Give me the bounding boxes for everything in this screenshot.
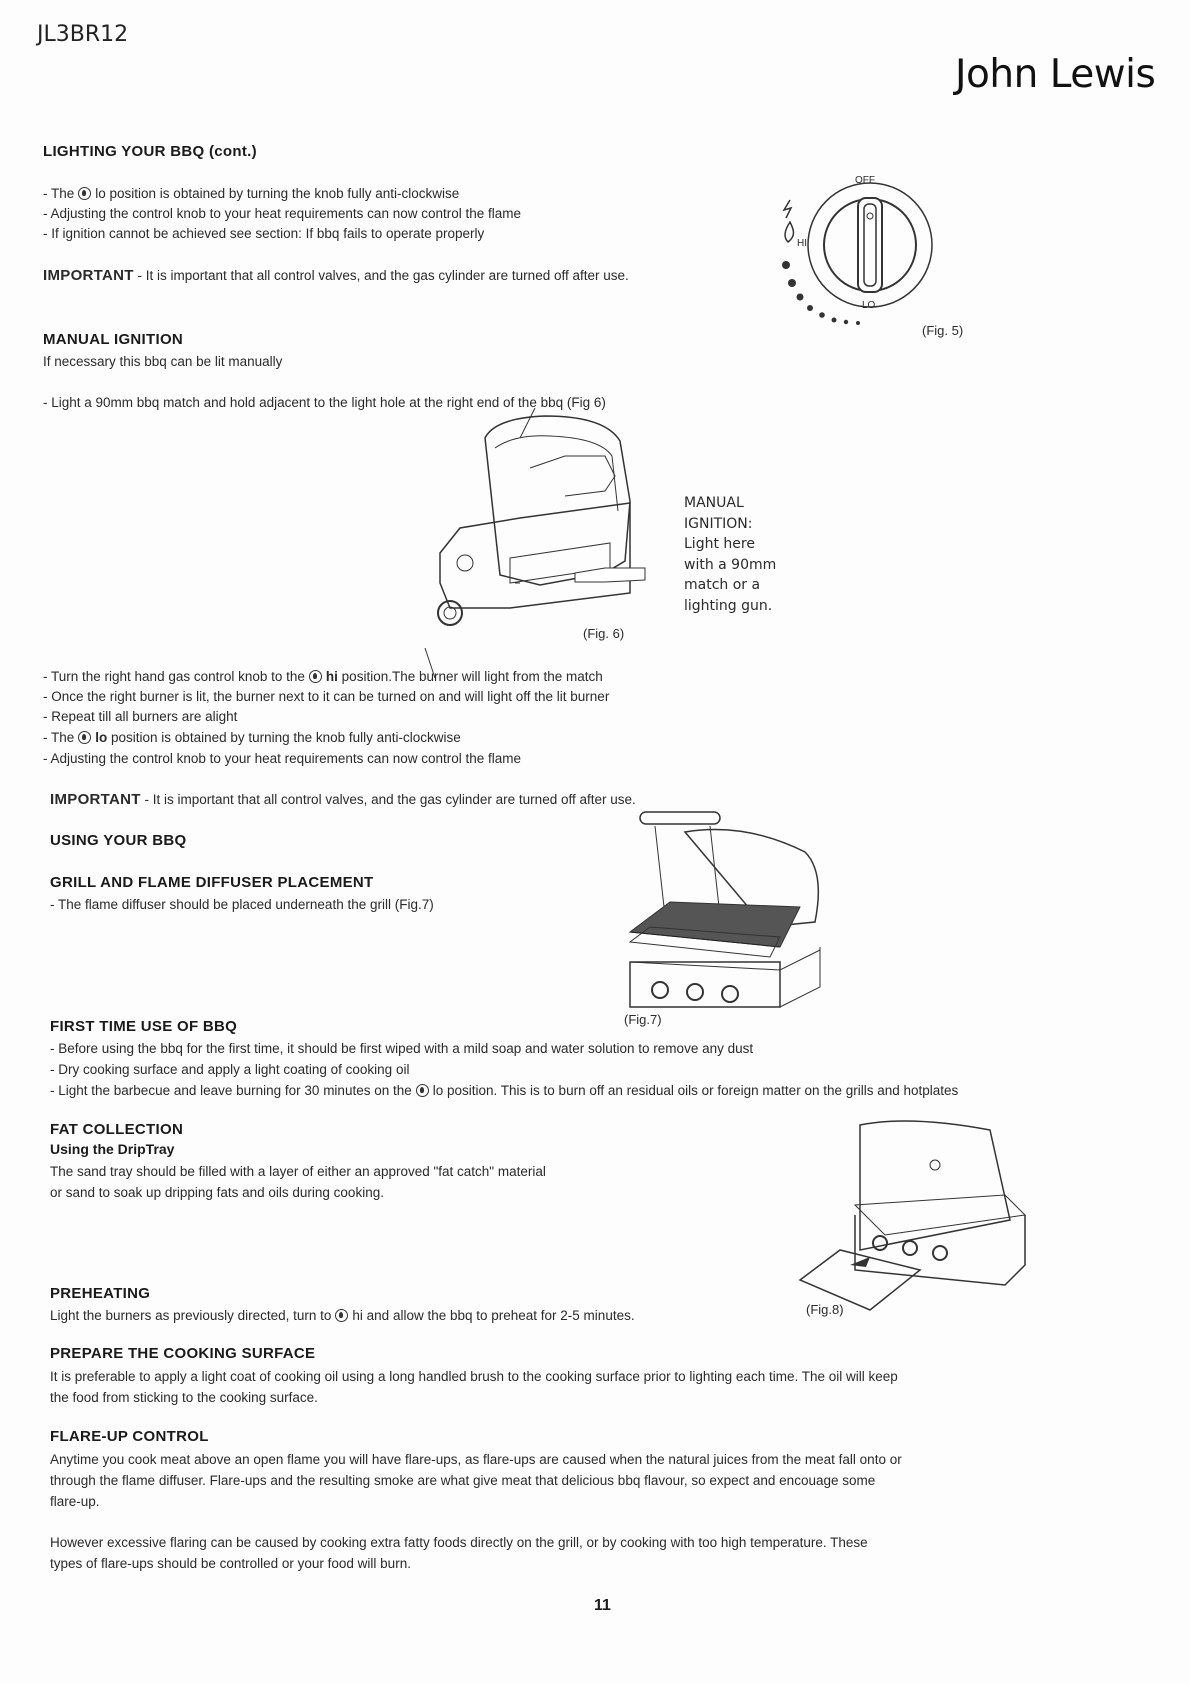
flare-line-4: However excessive flaring can be caused by cooking extra fatty foods directly on the grill, or by cooking with too high temperature. These [50, 1535, 868, 1550]
open-bbq-illustration [625, 812, 845, 1022]
preheating-text: Light the burners as previously directed, turn to hi and allow the bbq to preheat for 2-5 minutes. [50, 1308, 635, 1323]
flame-icon [78, 187, 91, 200]
first-use-line-2: - Dry cooking surface and apply a light coating of cooking oil [50, 1062, 410, 1077]
fig7-caption: (Fig.7) [624, 1012, 662, 1027]
flame-icon [335, 1309, 348, 1322]
grill-text: - The flame diffuser should be placed underneath the grill (Fig.7) [50, 897, 434, 912]
fat-line-2: or sand to soak up dripping fats and oils during cooking. [50, 1185, 384, 1200]
manual-step-1: - Turn the right hand gas control knob to the hi position.The burner will light from the match [43, 669, 603, 684]
control-knob-illustration [770, 170, 970, 340]
fig8-caption: (Fig.8) [806, 1302, 844, 1317]
brand-logo: John Lewis [955, 52, 1156, 97]
flame-icon [416, 1084, 429, 1097]
flare-line-5: types of flare-ups should be controlled or your food will burn. [50, 1556, 411, 1571]
section-title-grill: GRILL AND FLAME DIFFUSER PLACEMENT [50, 874, 374, 891]
manual-ignition-step: - Light a 90mm bbq match and hold adjacent to the light hole at the right end of the bbq (Fig 6) [43, 395, 606, 410]
knob-label-lo: LO [862, 300, 876, 311]
section-title-prepare: PREPARE THE COOKING SURFACE [50, 1345, 316, 1362]
fat-line-1: The sand tray should be filled with a layer of either an approved "fat catch" material [50, 1164, 546, 1179]
prepare-line-1: It is preferable to apply a light coat of cooking oil using a long handled brush to the cooking surface prior to lighting each time. The oil will keep [50, 1369, 898, 1384]
first-use-line-1: - Before using the bbq for the first time, it should be first wiped with a mild soap and water solution to remove any dust [50, 1041, 754, 1056]
manual-step-4: - The lo position is obtained by turning the knob fully anti-clockwise [43, 730, 461, 745]
flare-line-1: Anytime you cook meat above an open flame you will have flare-ups, as flare-ups are caused when the natural juices from the meat fall onto or [50, 1452, 902, 1467]
flare-line-2: through the flame diffuser. Flare-ups and the resulting smoke are what give meat that delicious bbq flavour, so expect and encouage some [50, 1473, 876, 1488]
drip-tray-illustration [795, 1105, 1045, 1315]
flare-line-3: flare-up. [50, 1494, 100, 1509]
manual-step-3: - Repeat till all burners are alight [43, 709, 238, 724]
knob-label-off: OFF [855, 175, 875, 186]
lighting-line-1: - The lo position is obtained by turning the knob fully anti-clockwise [43, 186, 460, 201]
manual-ignition-callout: MANUAL IGNITION: Light here with a 90mm match or a lighting gun. [684, 495, 777, 614]
fig5-caption: (Fig. 5) [922, 323, 964, 338]
fig6-caption: (Fig. 6) [583, 626, 625, 641]
manual-step-5: - Adjusting the control knob to your heat requirements can now control the flame [43, 751, 522, 766]
model-number: JL3BR12 [37, 22, 129, 47]
section-title-preheating: PREHEATING [50, 1285, 151, 1302]
section-title-lighting: LIGHTING YOUR BBQ (cont.) [43, 143, 257, 160]
lighting-line-3: - If ignition cannot be achieved see section: If bbq fails to operate properly [43, 226, 485, 241]
section-title-first-use: FIRST TIME USE OF BBQ [50, 1018, 238, 1035]
section-title-using: USING YOUR BBQ [50, 832, 187, 849]
section-title-flare: FLARE-UP CONTROL [50, 1428, 209, 1445]
flame-icon [78, 731, 91, 744]
first-use-line-3: - Light the barbecue and leave burning for 30 minutes on the lo position. This is to burn off an residual oils or foreign matter on the grills and hotplates [50, 1083, 959, 1098]
fat-subtitle: Using the DripTray [50, 1141, 175, 1157]
important-note-2: IMPORTANT - It is important that all control valves, and the gas cylinder are turned off after use. [50, 791, 636, 808]
flame-icon [309, 670, 322, 683]
knob-label-hi: HI [797, 238, 807, 249]
manual-step-2: - Once the right burner is lit, the burner next to it can be turned on and will light off the lit burner [43, 689, 610, 704]
manual-ignition-intro: If necessary this bbq can be lit manually [43, 354, 283, 369]
prepare-line-2: the food from sticking to the cooking surface. [50, 1390, 318, 1405]
section-title-manual-ignition: MANUAL IGNITION [43, 331, 184, 348]
lighting-line-2: - Adjusting the control knob to your heat requirements can now control the flame [43, 206, 522, 221]
important-note-1: IMPORTANT - It is important that all control valves, and the gas cylinder are turned off after use. [43, 267, 629, 284]
page-number: 11 [594, 1597, 611, 1614]
section-title-fat: FAT COLLECTION [50, 1121, 184, 1138]
